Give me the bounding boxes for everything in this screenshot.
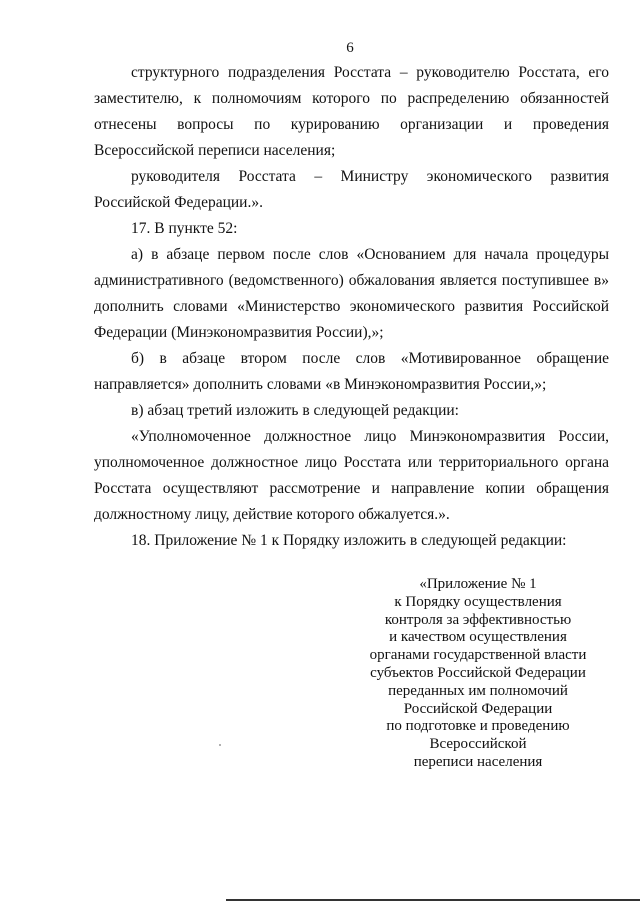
paragraph-item-17-a: а) в абзаце первом после слов «Основанием для начала процедуры административного (ведомственного) обжалования является поступившее в» дополнить словами «Министерство экономического развития Российской Федерации (Минэкономразвития России),»;: [94, 246, 609, 341]
appendix-line: органами государственной власти: [369, 647, 587, 664]
paragraph-contact-clause-end: структурного подразделения Росстата – руководителю Росстата, его заместителю, к полномочиям которого по распределению обязанностей отнесены вопросы по курированию организации и проведения Всероссийской переписи населения;: [94, 64, 609, 159]
page-number: 6: [346, 40, 354, 56]
paragraph-rosstat-head-clause: руководителя Росстата – Министру экономического развития Российской Федерации.».: [94, 168, 609, 211]
paragraph-item-17-v: в) абзац третий изложить в следующей редакции:: [131, 402, 459, 419]
appendix-line: и качеством осуществления: [389, 629, 567, 646]
scan-edge-line: [226, 899, 640, 901]
appendix-line: переданных им полномочий: [388, 682, 568, 699]
appendix-line: переписи населения: [413, 753, 543, 770]
appendix-line: по подготовке и проведению: [386, 718, 570, 735]
scan-speck: [219, 744, 221, 746]
appendix-line: контроля за эффективностью: [384, 611, 572, 628]
appendix-line: Всероссийской: [429, 736, 527, 753]
appendix-line: Российской Федерации: [403, 700, 553, 717]
appendix-line: к Порядку осуществления: [394, 593, 562, 610]
paragraph-item-18: 18. Приложение № 1 к Порядку изложить в следующей редакции:: [131, 532, 567, 549]
appendix-line: субъектов Российской Федерации: [370, 664, 586, 681]
appendix-heading-block: [340, 576, 616, 772]
paragraph-item-17: 17. В пункте 52:: [131, 220, 238, 237]
document-body: [94, 60, 609, 554]
paragraph-quoted-text: «Уполномоченное должностное лицо Минэкономразвития России, уполномоченное должностное лицо Росстата или территориального органа Росстата осуществляют рассмотрение и направление копии обращения должностному лицу, действие которого обжалуется.».: [94, 428, 609, 523]
appendix-title: «Приложение № 1: [419, 576, 537, 592]
paragraph-item-17-b: б) в абзаце втором после слов «Мотивированное обращение направляется» дополнить словами «в Минэкономразвития России,»;: [94, 350, 609, 393]
